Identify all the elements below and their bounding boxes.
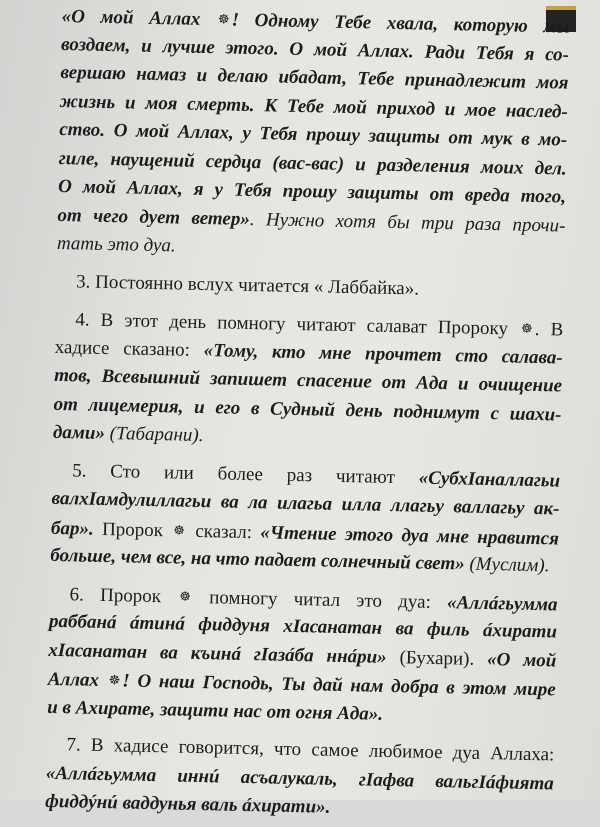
text-segment: раббанá áтинá фиддуня хIасанатан ва филь áхирати <box>48 610 558 643</box>
text-segment: . Нужно хотя бы три раза прочи- <box>249 208 566 237</box>
salawat-seal-icon: ☸ <box>217 11 230 27</box>
text-segment: фиддýнú ваддунья валь áхирати». <box>45 790 331 818</box>
text-segment: «Тому, кто мне прочтет сто салава- <box>203 339 563 369</box>
text-segment: «Аллáгьумма иннú асъалукаль, гIафва вальгIáфията <box>45 762 554 794</box>
text-segment: «Чтение этого дуа мне нравится <box>260 521 560 550</box>
text-segment: (Табарани). <box>104 422 204 447</box>
text-segment: «Аллáгьумма <box>446 591 558 616</box>
text-segment: гиле, наущений сердца (вас-вас) и разделения моих дел. <box>58 147 567 180</box>
text-segment: воздаем, и лучше этого. О мой Аллах. Ради Тебя я со- <box>60 33 570 66</box>
text-segment: Аллах <box>47 668 107 692</box>
text-segment: от лицемерия, и его в Судный день поднимут с шахи- <box>53 393 562 426</box>
text-segment: «О мой <box>486 648 557 671</box>
text-segment: «О мой Аллах <box>61 5 217 31</box>
text-segment: 3. Постоянно вслух читается « Лаббайка». <box>75 270 420 300</box>
text-segment: дами» <box>52 421 106 444</box>
text-segment: (Бухари). <box>386 646 488 670</box>
text-segment: хIасанатан ва къинá гIазáба ннáри» <box>48 639 387 668</box>
text-segment: . В <box>534 318 564 341</box>
text-segment: (Муслим). <box>464 553 550 577</box>
text-segment: тать это дуа. <box>56 232 176 257</box>
text-segment: 5. Сто или более раз читают <box>71 459 419 489</box>
text-segment: 4. В этот день помногу читают салават Пророку <box>75 309 520 340</box>
salawat-seal-icon: ☸ <box>179 588 192 604</box>
text-segment: «СубхIаналлагьи <box>418 467 561 492</box>
text-segment: больше, чем все, на что падает солнечный свет» <box>50 544 465 575</box>
text-segment: ! О наш Господь, Ты дай нам добра в этом мире <box>122 670 556 701</box>
text-segment: сказал: <box>186 520 261 543</box>
text-segment: О мой Аллах, я у Тебя прошу защиты от вреда того, <box>57 175 567 208</box>
text-segment: жизнь и моя смерть. К Тебе мой приход и мое наслед- <box>59 90 569 123</box>
text-segment: валхIамдулиллагьи ва ла илагьа илла ллагьу валлагьу ак- <box>51 487 560 520</box>
salawat-seal-icon: ☸ <box>520 320 533 336</box>
salawat-seal-icon: ☸ <box>108 672 121 688</box>
text-segment: бар». <box>50 517 94 540</box>
text-segment: и в Ахирате, защити нас от огня Ада». <box>47 696 384 725</box>
text-segment: тов, Всевышний запишет спасение от Ада и очищение <box>53 364 563 397</box>
text-segment: вершаю намаз и делаю ибадат, Тебе принадлежит моя <box>60 61 569 94</box>
text-segment: ! Одному Тебе хвала, которую мы <box>231 9 570 38</box>
salawat-seal-icon: ☸ <box>173 521 186 538</box>
text-segment: 7. В хадисе говорится, что самое любимое дуа Аллаха: <box>66 734 555 766</box>
text-segment: Пророк <box>93 518 172 541</box>
text-segment: помногу читал это дуа: <box>192 586 448 613</box>
text-segment: от чего дует ветер» <box>57 204 251 230</box>
text-segment: 6. Пророк <box>69 583 178 608</box>
page-text <box>45 2 570 827</box>
text-segment: ство. О мой Аллах, у Тебя прошу защиты от мук в мо- <box>59 118 568 151</box>
text-segment: хадисе сказано: <box>54 336 204 361</box>
